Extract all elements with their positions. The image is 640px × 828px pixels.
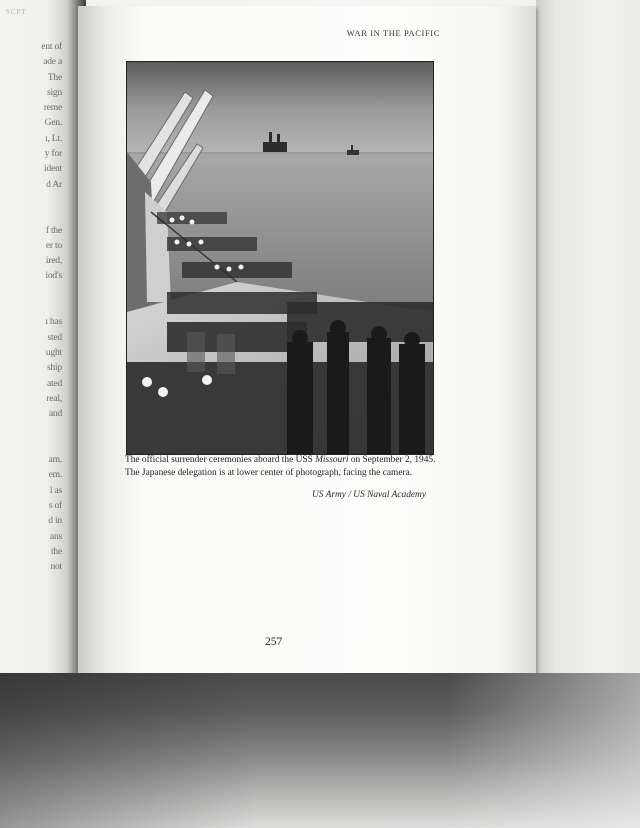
left-page-line: ated xyxy=(46,378,62,389)
left-page-line: ent of xyxy=(41,42,62,52)
left-page-line: ident xyxy=(44,164,62,175)
left-page-line xyxy=(2,300,62,315)
page-number: 257 xyxy=(265,636,283,648)
left-page-line: sign xyxy=(46,87,62,98)
left-page-line: am. xyxy=(48,455,62,466)
left-page-line: real, xyxy=(46,393,62,404)
left-page-line xyxy=(2,438,62,453)
left-page-line: l as xyxy=(49,485,62,496)
left-page-edge xyxy=(0,0,86,675)
left-page-line: ught xyxy=(45,347,62,358)
caption-text: The official surrender ceremonies aboard the USS xyxy=(125,455,316,465)
left-page-line xyxy=(2,208,62,223)
photograph-icon xyxy=(127,62,433,454)
left-page-line: s of xyxy=(48,500,62,511)
left-page-line: sted xyxy=(47,332,62,343)
left-page-line: The xyxy=(47,72,62,83)
left-page-line: iod's xyxy=(45,271,62,282)
ship-name: Missouri xyxy=(315,455,349,465)
left-page-line: ans xyxy=(49,531,62,542)
left-page-line: ı, Lt. xyxy=(44,133,62,144)
left-page-line: ade a xyxy=(43,57,62,68)
left-page-line: ired, xyxy=(45,256,62,267)
left-page-line: er to xyxy=(45,240,62,251)
photo-credit: US Army / US Naval Academy xyxy=(312,490,426,500)
left-page-line: the xyxy=(50,546,62,557)
book-page xyxy=(78,6,536,682)
scanner-bottom-shadow xyxy=(0,673,640,828)
left-page-line: ı has xyxy=(45,317,62,328)
left-page-line: Gen. xyxy=(44,118,62,129)
surrender-photograph xyxy=(126,61,434,455)
left-page-line xyxy=(2,285,62,300)
photo-caption xyxy=(125,454,445,479)
left-page-line: y for xyxy=(44,149,62,160)
left-page-line xyxy=(2,422,62,437)
caption-line-2: The Japanese delegation is at lower center of photograph, facing the camera. xyxy=(125,467,413,478)
left-page-line: ship xyxy=(46,363,62,374)
left-page-line: f the xyxy=(45,225,62,236)
caption-line-1 xyxy=(125,454,445,467)
left-page-line: reme xyxy=(43,103,62,114)
left-running-head: SCPT xyxy=(6,8,27,16)
left-page-line: and xyxy=(48,409,62,420)
running-head: WAR IN THE PACIFIC xyxy=(346,28,440,38)
left-page-line: d in xyxy=(48,516,62,527)
left-page-line: em. xyxy=(48,470,62,481)
caption-text: on September 2, 1945. xyxy=(348,455,436,465)
left-page-line: not xyxy=(50,562,62,573)
left-page-line xyxy=(2,193,62,208)
left-page-line: d Ar xyxy=(46,179,62,190)
left-page-text xyxy=(2,40,62,575)
